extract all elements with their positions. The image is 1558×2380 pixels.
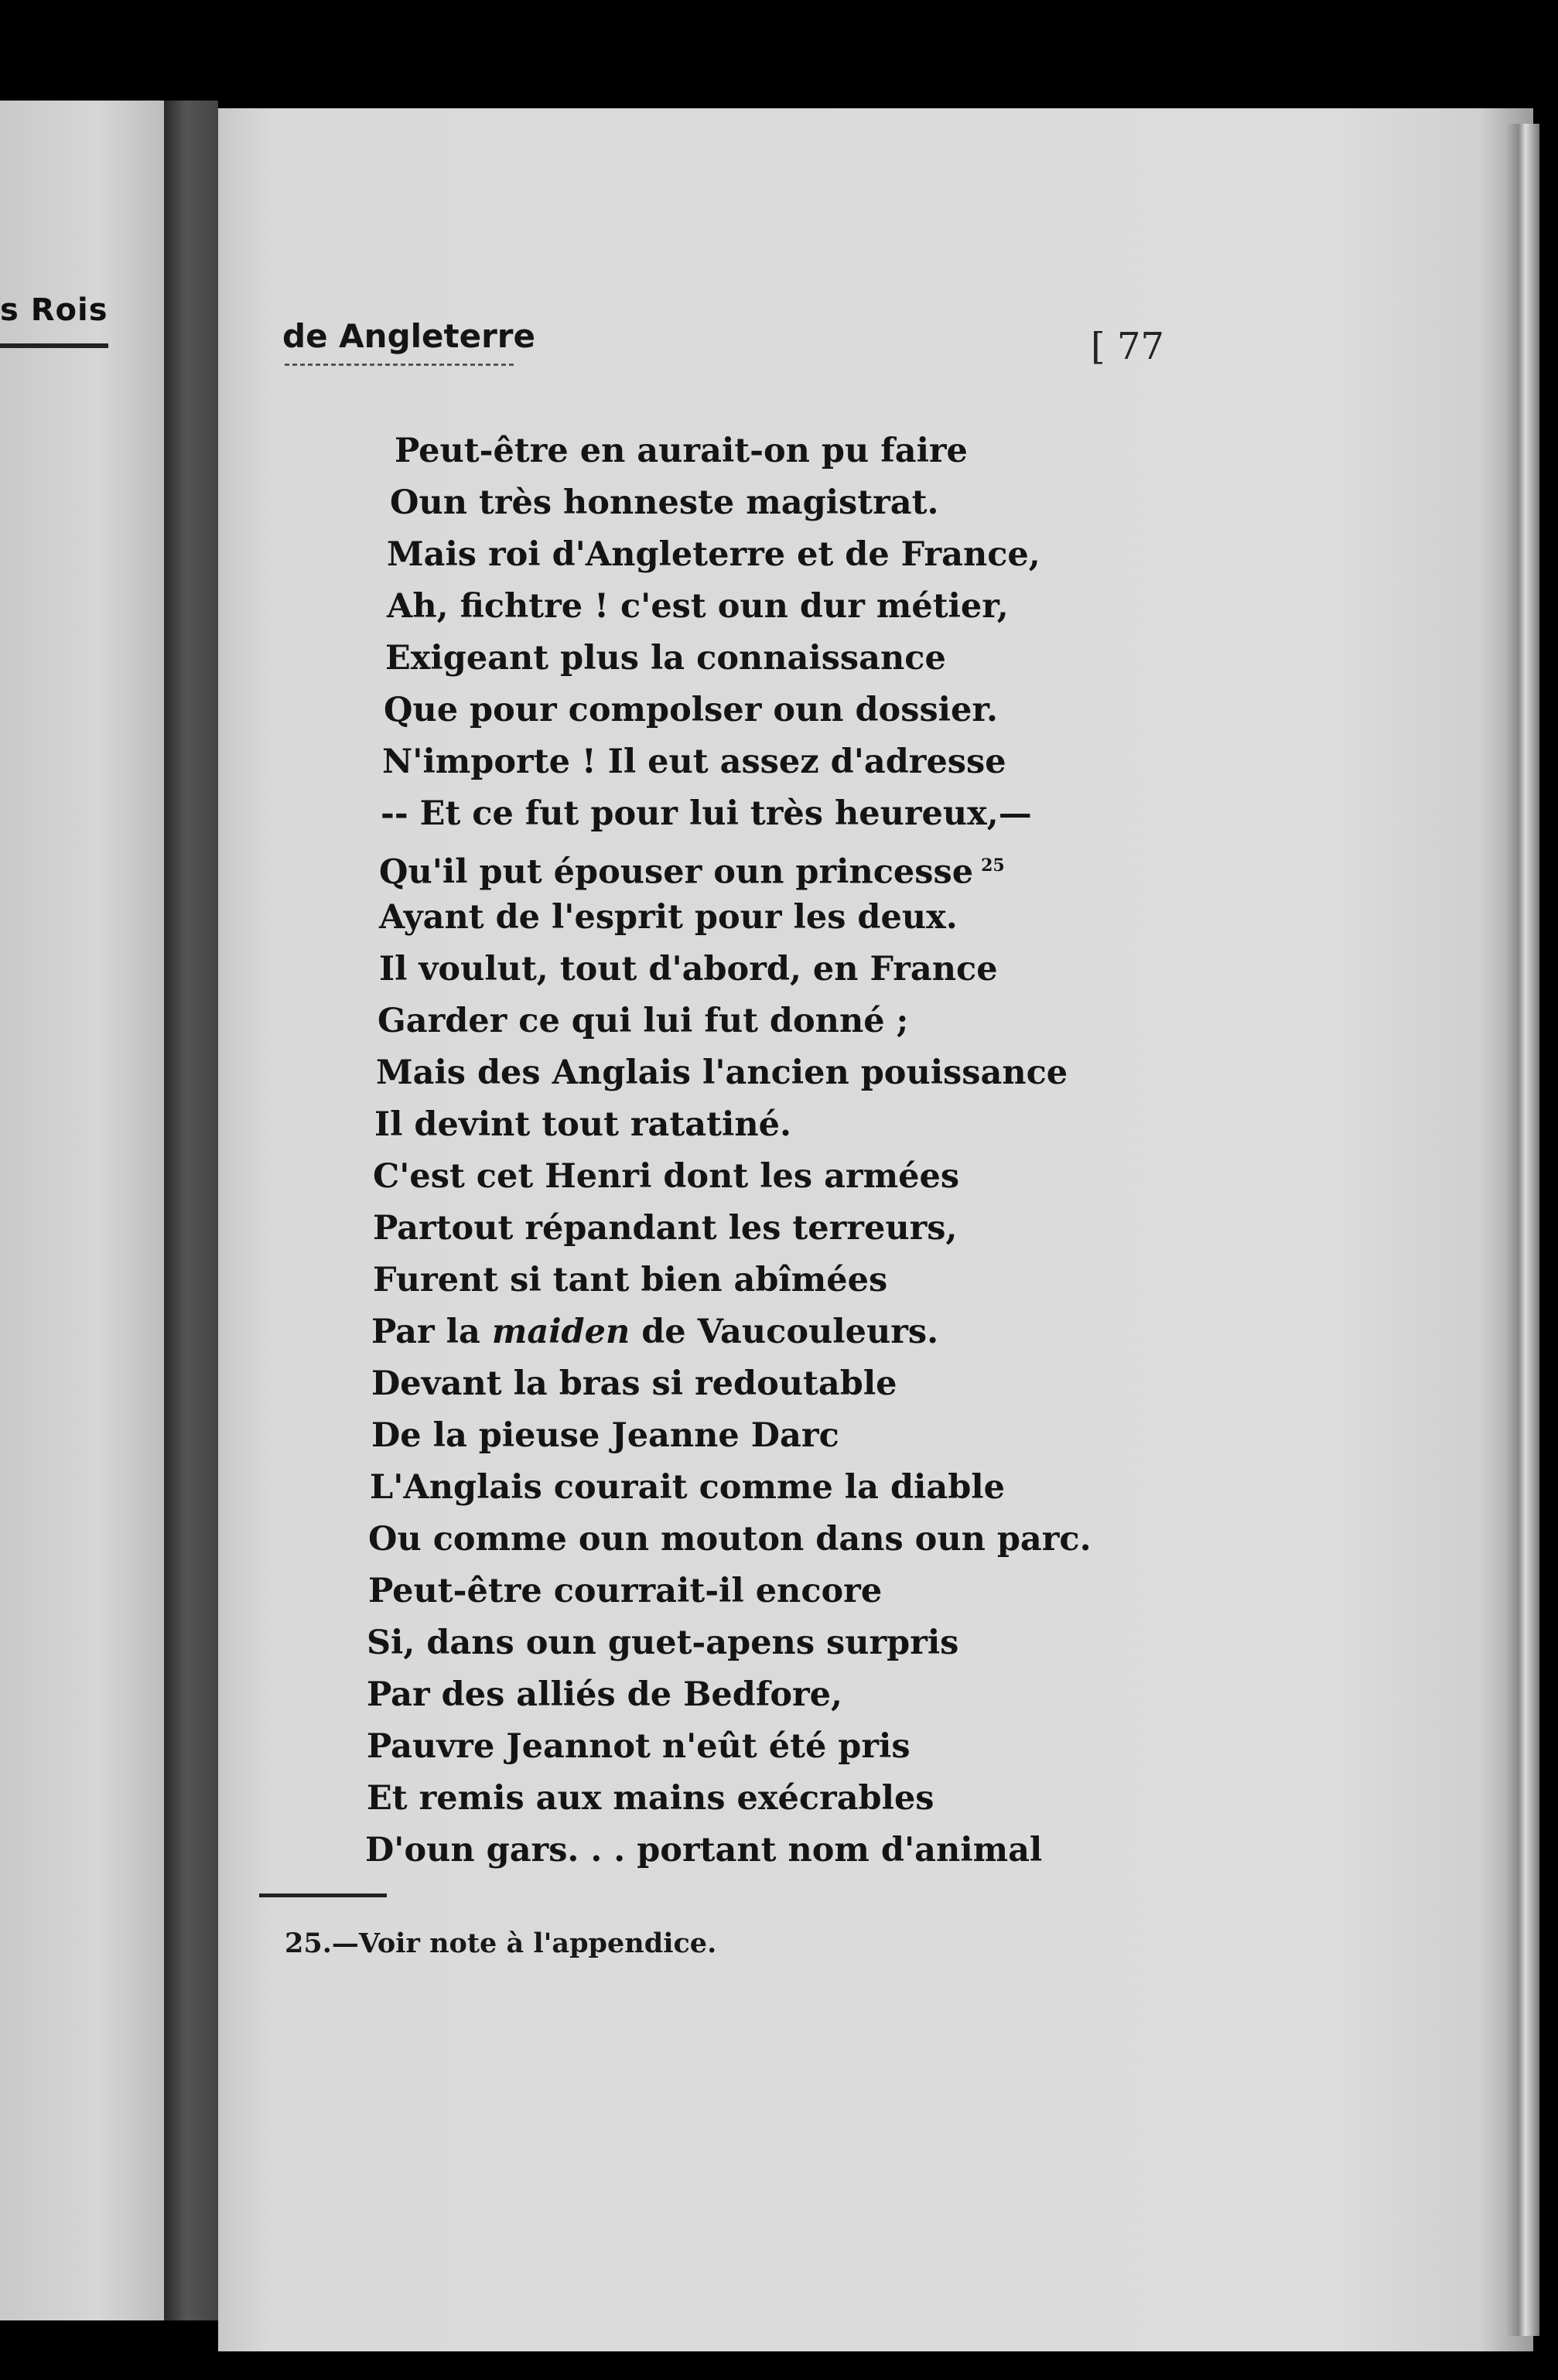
- footnote-reference: 25: [981, 855, 1005, 876]
- poem-line: N'importe ! Il eut assez d'adresse: [382, 743, 1006, 781]
- page-number: [ 77: [1091, 325, 1165, 368]
- head-rule: [285, 364, 517, 366]
- poem-line: -- Et ce fut pour lui très heureux,—: [381, 794, 1032, 833]
- poem-line: Furent si tant bien abîmées: [373, 1261, 888, 1299]
- footnote: 25.—Voir note à l'appendice.: [285, 1928, 717, 1959]
- poem-text: [364, 425, 1369, 1876]
- book-spine: [164, 101, 218, 2320]
- running-head: de Angleterre: [282, 317, 535, 355]
- poem-line: Il devint tout ratatiné.: [374, 1105, 791, 1144]
- poem-line: Mais des Anglais l'ancien pouissance: [376, 1053, 1068, 1092]
- poem-line: Devant la bras si redoutable: [371, 1364, 897, 1403]
- poem-line: Ou comme oun mouton dans oun parc.: [368, 1520, 1092, 1559]
- left-page: [0, 101, 164, 2320]
- poem-line: Exigeant plus la connaissance: [385, 639, 946, 678]
- poem-line: Par des alliés de Bedfore,: [367, 1675, 842, 1714]
- poem-line: L'Anglais courait comme la diable: [370, 1468, 1005, 1507]
- left-head-rule: [0, 343, 108, 348]
- poem-line: Peut-être en aurait-on pu faire: [395, 432, 968, 470]
- poem-line: Si, dans oun guet-apens surpris: [367, 1624, 959, 1662]
- poem-line: Ayant de l'esprit pour les deux.: [379, 898, 958, 937]
- poem-line: D'oun gars. . . portant nom d'animal: [365, 1831, 1043, 1870]
- poem-line: Il voulut, tout d'abord, en France: [379, 950, 998, 989]
- poem-line: Pauvre Jeannot n'eût été pris: [367, 1727, 911, 1766]
- poem-line: Partout répandant les terreurs,: [373, 1209, 958, 1248]
- poem-line: Oun très honneste magistrat.: [390, 483, 939, 522]
- page-edge: [1505, 124, 1539, 2336]
- poem-line: De la pieuse Jeanne Darc: [371, 1416, 839, 1455]
- poem-line: Que pour compolser oun dossier.: [384, 691, 999, 729]
- poem-line: Ah, fichtre ! c'est oun dur métier,: [387, 587, 1009, 626]
- poem-line: Qu'il put épouser oun princesse $^{25}$: [379, 852, 1005, 892]
- poem-line: Mais roi d'Angleterre et de France,: [387, 535, 1040, 574]
- poem-line: Et remis aux mains exécrables: [367, 1779, 934, 1818]
- poem-line: Garder ce qui lui fut donné ;: [378, 1002, 909, 1040]
- poem-line: Par la maiden de Vaucouleurs.: [371, 1313, 939, 1351]
- footnote-rule: [259, 1893, 387, 1897]
- poem-line: C'est cet Henri dont les armées: [373, 1157, 960, 1196]
- left-running-head: s Rois: [0, 292, 108, 328]
- poem-line: Peut-être courrait-il encore: [368, 1572, 883, 1610]
